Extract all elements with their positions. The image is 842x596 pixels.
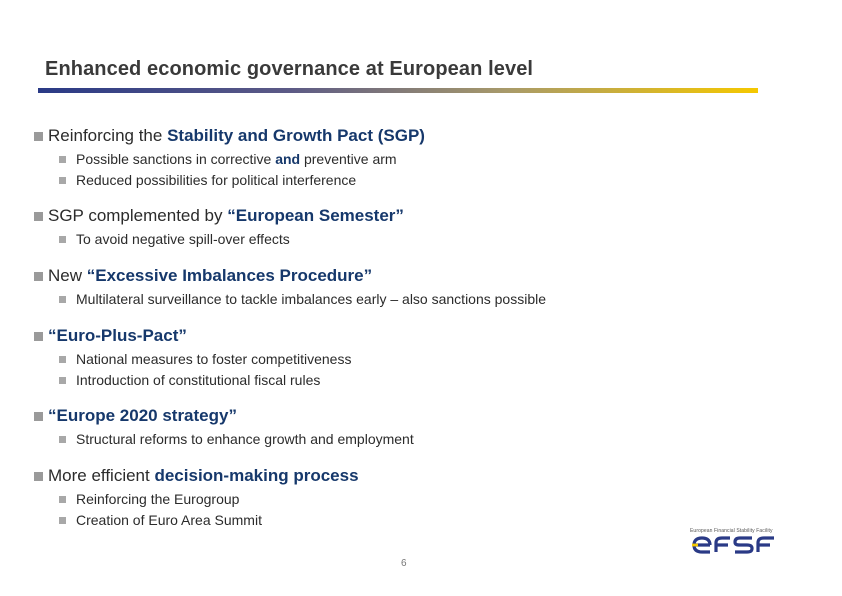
square-bullet-icon [59, 177, 66, 184]
square-bullet-icon [59, 156, 66, 163]
bullet-item-european-semester [34, 206, 404, 252]
bullet-heading: More efficient decision-making process [34, 466, 359, 486]
sub-bullet: Reinforcing the Eurogroup [59, 491, 359, 512]
bullet-item-decision-making [34, 466, 359, 533]
bullet-item-sgp [34, 126, 425, 193]
efsf-logo [690, 528, 780, 558]
sub-bullet: To avoid negative spill-over effects [59, 231, 404, 252]
bullet-heading: “Euro-Plus-Pact” [34, 326, 351, 346]
sub-bullet: National measures to foster competitiveness [59, 351, 351, 372]
sub-bullet: Creation of Euro Area Summit [59, 512, 359, 533]
square-bullet-icon [34, 132, 43, 141]
square-bullet-icon [59, 356, 66, 363]
logo-caption: European Financial Stability Facility [690, 528, 773, 534]
square-bullet-icon [34, 472, 43, 481]
square-bullet-icon [59, 517, 66, 524]
bullet-heading: SGP complemented by “European Semester” [34, 206, 404, 226]
square-bullet-icon [59, 296, 66, 303]
bullet-heading: New “Excessive Imbalances Procedure” [34, 266, 546, 286]
square-bullet-icon [34, 212, 43, 221]
sub-bullet: Reduced possibilities for political interference [59, 172, 425, 193]
bullet-heading: “Europe 2020 strategy” [34, 406, 414, 426]
square-bullet-icon [59, 436, 66, 443]
slide-title: Enhanced economic governance at European level [45, 58, 534, 80]
sub-bullet: Structural reforms to enhance growth and employment [59, 431, 414, 452]
square-bullet-icon [59, 236, 66, 243]
efsf-wordmark-icon [690, 534, 780, 556]
sub-bullet: Multilateral surveillance to tackle imbalances early – also sanctions possible [59, 291, 546, 312]
bullet-item-eip [34, 266, 546, 312]
square-bullet-icon [34, 272, 43, 281]
sub-bullet: Possible sanctions in corrective and preventive arm [59, 151, 425, 172]
bullet-heading: Reinforcing the Stability and Growth Pact (SGP) [34, 126, 425, 146]
page-number: 6 [401, 558, 407, 569]
sub-bullet: Introduction of constitutional fiscal rules [59, 372, 351, 393]
square-bullet-icon [34, 412, 43, 421]
square-bullet-icon [59, 377, 66, 384]
bullet-item-euro-plus-pact [34, 326, 351, 393]
bullet-item-europe-2020 [34, 406, 414, 452]
square-bullet-icon [34, 332, 43, 341]
square-bullet-icon [59, 496, 66, 503]
